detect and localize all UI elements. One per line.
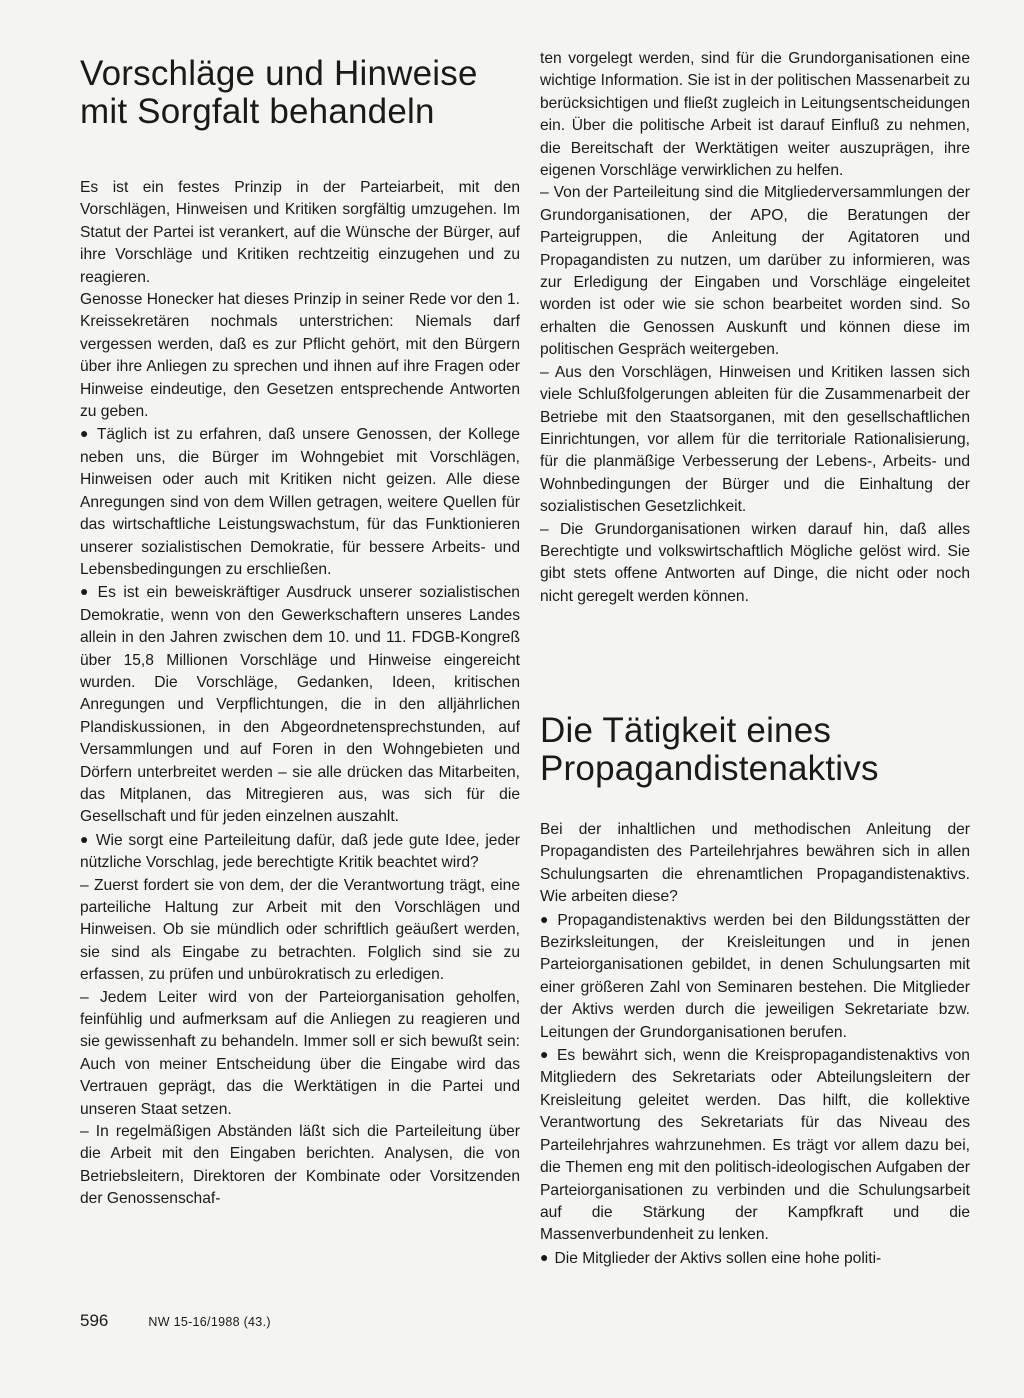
article2-title-line2: Propagandistenaktivs <box>540 749 879 788</box>
article1-paragraph: – In regelmäßigen Abständen läßt sich die Parteileitung über die Arbeit mit den Eingaben berichten. Analysen, die von Betriebsleitern, Direktoren der Kombinate oder Vorsitzenden der Genossenschaf- <box>80 1123 520 1208</box>
article1-paragraph: – Jedem Leiter wird von der Parteiorganisation geholfen, feinfühlig und aufmerksam auf die Anliegen zu reagieren und sie gewissenhaft zu behandeln. Immer soll er sich bewußt sein: Auch von meiner Entscheidung über die Eingabe wird das Vertrauen geprägt, das die Werktätigen in die Partei und unseren Staat setzen. <box>80 988 520 1118</box>
article2-bullet-paragraph: ● Es bewährt sich, wenn die Kreispropagandistenaktivs von Mitgliedern des Sekretariats oder Abteilungsleitern der Kreisleitung geleitet werden. Das hilft, die kollektive Verantwortung des Sekretariats für das Niveau des Parteilehrjahres wahrzunehmen. Es trägt vor allem dazu bei, die Themen eng mit den politisch-ideologischen Aufgaben der Parteiorganisationen zu verbinden und die Schulungsarbeit auf die Stärkung der Kampfkraft und die Massenverbundenheit zu lenken. <box>540 1044 970 1247</box>
article2-title <box>540 712 879 788</box>
article1-title-line2: mit Sorgfalt behandeln <box>80 92 435 131</box>
article1-paragraph: – Die Grundorganisationen wirken darauf hin, daß alles Berechtigte und volkswirtschaftlich Mögliche gelöst wird. Sie gibt stets offene Antworten auf Dinge, die nicht oder noch nicht geregelt werden können. <box>540 520 970 605</box>
page-number: 596 <box>80 1311 109 1330</box>
article2-body <box>540 819 970 1270</box>
issue-reference: NW 15-16/1988 (43.) <box>148 1315 271 1329</box>
article1-bullet-paragraph: ● Wie sorgt eine Parteileitung dafür, daß jede gute Idee, jeder nützliche Vorschlag, jede berechtigte Kritik beachtet wird? <box>80 829 520 875</box>
article1-paragraph: ten vorgelegt werden, sind für die Grundorganisationen eine wichtige Information. Sie ist in der politischen Massenarbeit zu berücksichtigen und fließt zugleich in Leitungsentscheidungen ein. Über die politische Arbeit ist darauf Einfluß zu nehmen, die Bereitschaft der Werktätigen weiter auszuprägen, ihre eigenen Vorschläge verwirklichen zu helfen. <box>540 50 970 180</box>
article1-paragraph: – Zuerst fordert sie von dem, der die Verantwortung trägt, eine parteiliche Haltung zur Arbeit mit den Vorschlägen und Hinweisen. Ob sie mündlich oder schriftlich geäußert werden, sie sind als Eingabe zu betrachten. Folglich sind sie zu erfassen, zu prüfen und unbürokratisch zu erledigen. <box>80 876 520 984</box>
article2-bullet-paragraph: ● Propagandistenaktivs werden bei den Bildungsstätten der Bezirksleitungen, der Kreisleitungen und in jenen Parteiorganisationen gebildet, in denen Schulungsarten mit einer größeren Zahl von Seminaren bestehen. Die Mitglieder der Aktivs werden durch die jeweiligen Sekretariate bzw. Leitungen der Grundorganisationen berufen. <box>540 909 970 1044</box>
article2-paragraph: Bei der inhaltlichen und methodischen Anleitung der Propagandisten des Parteilehrjahres bewähren sich in allen Schulungsarten die ehrenamtlichen Propagandistenaktivs. Wie arbeiten diese? <box>540 821 970 906</box>
article1-title <box>80 55 478 131</box>
article1-title-line1: Vorschläge und Hinweise <box>80 54 478 93</box>
article1-bullet-paragraph: ● Es ist ein beweiskräftiger Ausdruck unserer sozialistischen Demokratie, wenn von den Gewerkschaftern unseres Landes allein in den Jahren zwischen dem 10. und 11. FDGB-Kongreß über 15,8 Millionen Vorschläge und Hinweise eingereicht wurden. Die Vorschläge, Gedanken, Ideen, kritischen Anregungen und Verpflichtungen, die in den alljährlichen Plandiskussionen, in den Abgeordnetensprechstunden, auf Versammlungen und auf Foren in den Wohngebieten und Dörfern unterbreitet werden – sie alle drücken das Mitarbeiten, das Mitplanen, das Mitregieren aus, was sich für die Gesellschaft und für jeden einzelnen auszahlt. <box>80 581 520 828</box>
article1-left-body <box>80 177 520 1211</box>
article2-bullet-paragraph: ● Die Mitglieder der Aktivs sollen eine hohe politi- <box>540 1247 970 1270</box>
article1-paragraph: Es ist ein festes Prinzip in der Parteiarbeit, mit den Vorschlägen, Hinweisen und Kritiken sorgfältig umzugehen. Im Statut der Partei ist verankert, auf die Wünsche der Bürger, auf ihre Vorschläge und Kritiken rechtzeitig einzugehen und zu reagieren. <box>80 179 520 286</box>
page-footer <box>80 1311 271 1331</box>
article1-paragraph: Genosse Honecker hat dieses Prinzip in seiner Rede vor den 1. Kreissekretären nochmals unterstrichen: Niemals darf vergessen werden, daß es zur Pflicht gehört, mit den Bürgern über ihre Anliegen zu sprechen und ihnen auf ihre Fragen oder Hinweise eindeutige, den Gesetzen entsprechende Antworten zu geben. <box>80 291 520 421</box>
article1-paragraph: – Aus den Vorschlägen, Hinweisen und Kritiken lassen sich viele Schlußfolgerungen ableiten für die Zusammenarbeit der Betriebe mit den Staatsorganen, mit den gesellschaftlichen Einrichtungen, vor allem für die territoriale Rationalisierung, für die planmäßige Verbesserung der Lebens-, Arbeits- und Wohnbedingungen der Bürger und die Einhaltung der sozialistischen Gesetzlichkeit. <box>540 363 970 516</box>
article1-right-body <box>540 48 970 608</box>
article1-paragraph: – Von der Parteileitung sind die Mitgliederversammlungen der Grundorganisationen, der APO, die Beratungen der Parteigruppen, die Anleitung der Agitatoren und Propagandisten zu nutzen, um darüber zu informieren, was zur Erledigung der Eingaben und Vorschläge eingeleitet worden ist oder wie sie schon bearbeitet worden sind. So erhalten die Genossen Auskunft und können diese im politischen Gespräch weitergeben. <box>540 184 970 359</box>
article2-title-line1: Die Tätigkeit eines <box>540 711 832 750</box>
article1-bullet-paragraph: ● Täglich ist zu erfahren, daß unsere Genossen, der Kollege neben uns, die Bürger im Wohngebiet mit Vorschlägen, Hinweisen oder auch mit Kritiken nicht geizen. Alle diese Anregungen sind von dem Willen getragen, weitere Quellen für das wirtschaftliche Leistungswachstum, für das Funktionieren unserer sozialistischen Demokratie, für bessere Arbeits- und Lebensbedingungen zu erschließen. <box>80 423 520 581</box>
